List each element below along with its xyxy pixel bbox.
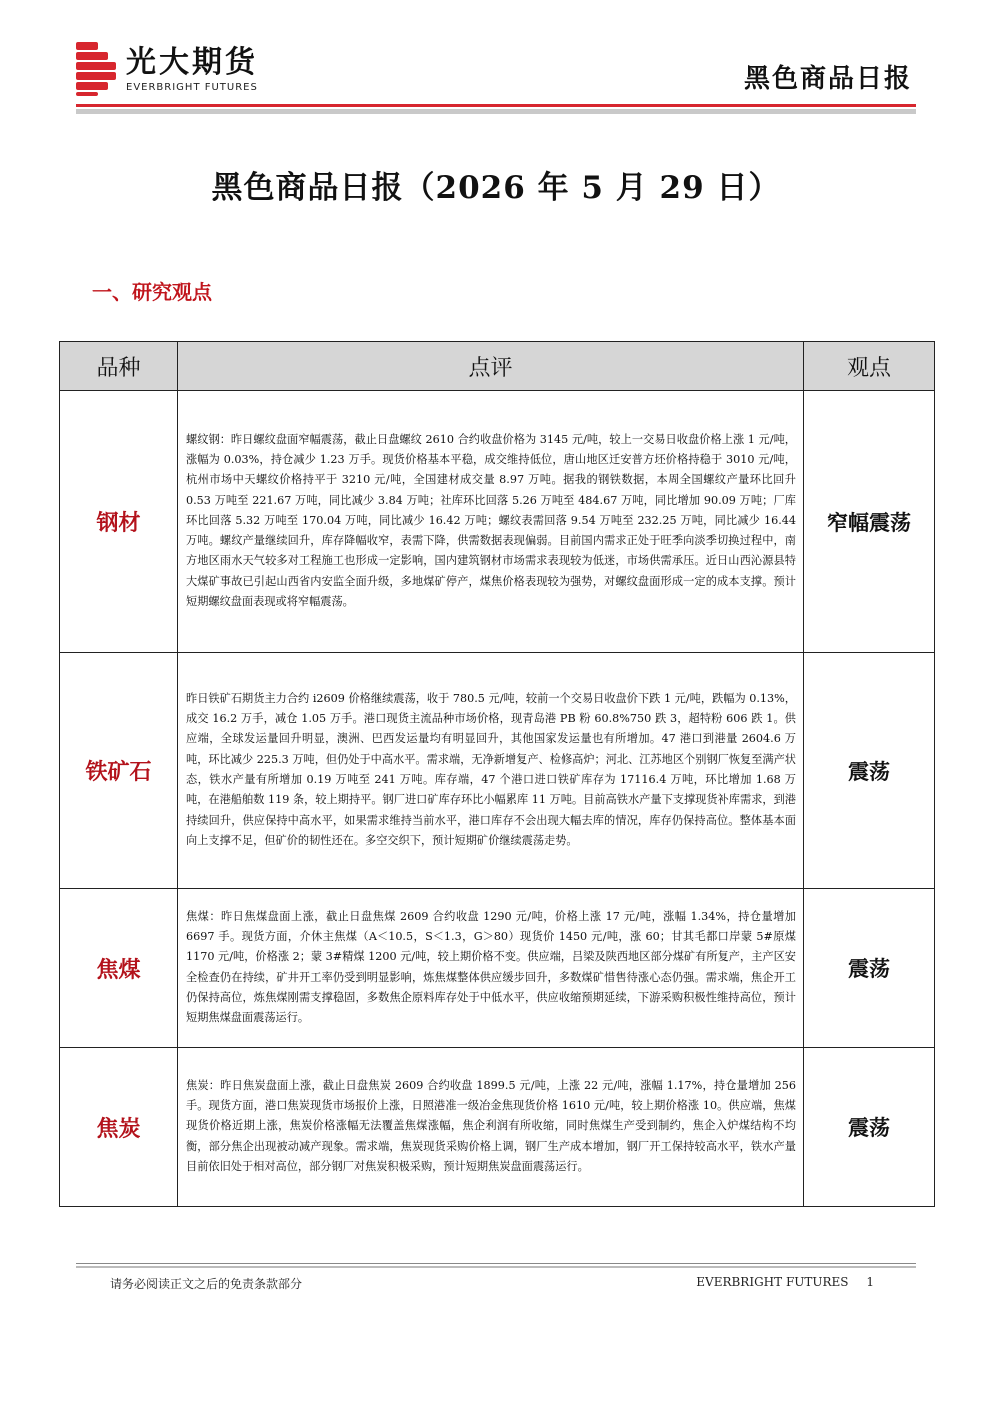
view-cell: 震荡 xyxy=(804,889,935,1048)
table-row xyxy=(60,653,935,889)
footer-brand: EVERBRIGHT FUTURES xyxy=(696,1275,849,1289)
logo-mark-icon xyxy=(76,42,118,96)
page-header xyxy=(0,0,992,120)
research-view-table xyxy=(59,341,935,1207)
header-red-rule xyxy=(76,104,916,107)
logo-english-name: EVERBRIGHT FUTURES xyxy=(126,81,258,93)
footer-brand-page xyxy=(696,1275,874,1289)
footer-rule-thick xyxy=(76,1266,916,1268)
table-row xyxy=(60,1048,935,1207)
comment-cell: 焦煤：昨日焦煤盘面上涨，截止日盘焦煤 2609 合约收盘 1290 元/吨，价格上涨 17 元/吨，涨幅 1.34%，持仓量增加 6697 手。现货方面，介休主焦煤（A＜10.5，S＜1.3，G＞80）现货价 1450 元/吨，涨 60；甘其毛都口岸蒙 5#原煤 1170 元/吨，价格涨 2；蒙 3#精煤 1200 元/吨，较上期价格不变。供应端，吕梁及陕西地区部分煤矿有所复产，主产区安全检查仍在持续，矿井开工率仍受到明显影响，炼焦煤整体供应缓步回升，多数煤矿惜售待涨心态仍强。需求端，焦企开工仍保持高位，炼焦煤刚需支撑稳固，多数焦企原料库存处于中低水平，供应收缩预期延续，下游采购积极性维持高位，预计短期焦煤盘面震荡运行。 xyxy=(178,889,804,1048)
section-heading: 一、研究观点 xyxy=(92,280,212,304)
comment-cell: 螺纹钢：昨日螺纹盘面窄幅震荡，截止日盘螺纹 2610 合约收盘价格为 3145 元/吨，较上一交易日收盘价格上涨 1 元/吨，涨幅为 0.03%，持仓减少 1.23 万手。现货价格基本平稳，成交维持低位，唐山地区迁安普方坯价格持稳于 3010 元/吨，杭州市场中天螺纹价格持平于 3210 元/吨，全国建材成交量 8.97 万吨。据我的钢铁数据，本周全国螺纹产量环比回升 0.53 万吨至 221.67 万吨，同比减少 3.84 万吨；社库环比回落 5.26 万吨至 484.67 万吨，同比增加 90.09 万吨；厂库环比回落 5.32 万吨至 170.04 万吨，同比减少 16.42 万吨；螺纹表需回落 9.54 万吨至 232.25 万吨，同比减少 16.44 万吨。螺纹产量继续回升，库存降幅收窄，表需下降，供需数据表现偏弱。目前国内需求正处于旺季向淡季切换过程中，南方地区雨水天气较多对工程施工也形成一定影响，国内建筑钢材市场需求表现较为低迷，市场供需承压。近日山西沁源县特大煤矿事故已引起山西省内安监全面升级，多地煤矿停产，煤焦价格表现较为强势，对螺纹盘面形成一定的成本支撑。预计短期螺纹盘面表现或将窄幅震荡。 xyxy=(178,391,804,653)
footer-rule xyxy=(76,1263,916,1264)
comment-cell: 焦炭：昨日焦炭盘面上涨，截止日盘焦炭 2609 合约收盘 1899.5 元/吨，上涨 22 元/吨，涨幅 1.17%，持仓量增加 256 手。现货方面，港口焦炭现货市场报价上涨，日照港准一级冶金焦现货价格 1610 元/吨，较上期价格涨 10。供应端，焦煤现货价格近期上涨，焦炭价格涨幅无法覆盖焦煤涨幅，焦企利润有所收缩，同时焦煤生产受到制约，焦企入炉煤结构不均衡，部分焦企出现被动减产现象。需求端，焦炭现货采购价格上调，钢厂生产成本增加，钢厂开工保持较高水平，铁水产量目前依旧处于相对高位，部分钢厂对焦炭积极采购，预计短期焦炭盘面震荡运行。 xyxy=(178,1048,804,1207)
column-header-view: 观点 xyxy=(804,342,935,391)
page-number: 1 xyxy=(866,1275,874,1289)
table-row xyxy=(60,391,935,653)
view-cell: 震荡 xyxy=(804,1048,935,1207)
view-cell: 震荡 xyxy=(804,653,935,889)
document-title: 黑色商品日报（2026 年 5 月 29 日） xyxy=(211,170,781,206)
view-cell: 窄幅震荡 xyxy=(804,391,935,653)
variety-cell: 钢材 xyxy=(60,391,178,653)
footer-disclaimer: 请务必阅读正文之后的免责条款部分 xyxy=(110,1277,303,1291)
column-header-comment: 点评 xyxy=(178,342,804,391)
table-row xyxy=(60,889,935,1048)
table-header-row xyxy=(60,342,935,391)
logo-chinese-name: 光大期货 xyxy=(126,44,258,80)
header-gray-rule xyxy=(76,109,916,114)
variety-cell: 焦煤 xyxy=(60,889,178,1048)
variety-cell: 焦炭 xyxy=(60,1048,178,1207)
company-logo xyxy=(76,42,258,96)
column-header-variety: 品种 xyxy=(60,342,178,391)
variety-cell: 铁矿石 xyxy=(60,653,178,889)
comment-cell: 昨日铁矿石期货主力合约 i2609 价格继续震荡，收于 780.5 元/吨，较前一个交易日收盘价下跌 1 元/吨，跌幅为 0.13%，成交 16.2 万手，减仓 1.05 万手。港口现货主流品种市场价格，现青岛港 PB 粉 60.8%750 跌 3，超特粉 606 跌 1。供应端，全球发运量回升明显，澳洲、巴西发运量均有明显回升，其他国家发运量也有所增加。47 港口到港量 2604.6 万吨，环比减少 225.3 万吨，但仍处于中高水平。需求端，无净新增复产、检修高炉；河北、江苏地区个别钢厂恢复至满产状态，铁水产量有所增加 0.19 万吨至 241 万吨。库存端，47 个港口进口铁矿库存为 17116.4 万吨，环比增加 1.68 万吨，在港船舶数 119 条，较上期持平。钢厂进口矿库存环比小幅累库 11 万吨。目前高铁水产量下支撑现货补库需求，到港持续回升，供应保持中高水平，如果需求维持当前水平，港口库存不会出现大幅去库的情况，库存仍保持高位。整体基本面向上支撑不足，但矿价的韧性还在。多空交织下，预计短期矿价继续震荡走势。 xyxy=(178,653,804,889)
report-name: 黑色商品日报 xyxy=(743,64,912,94)
